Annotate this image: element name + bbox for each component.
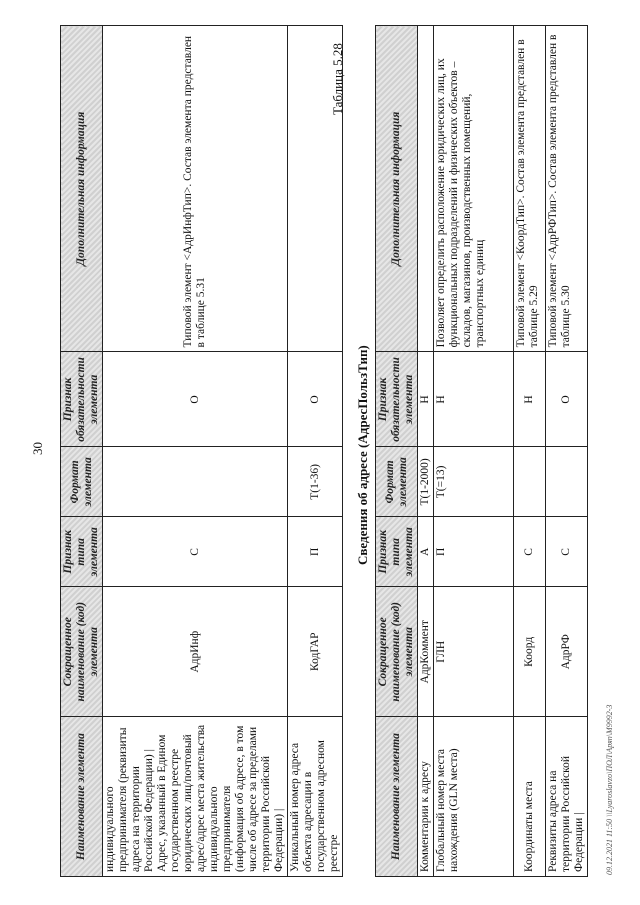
cell-required: Н (514, 352, 546, 447)
cell-info: Типовой элемент <КоордТип>. Состав элемента представлен в таблице 5.29 (514, 26, 546, 352)
cell-required: Н (418, 352, 434, 447)
cell-format: Т(1-2000) (418, 447, 434, 517)
cell-info: Позволяет определить расположение юридических лиц, их функциональных подразделений и физических объектов – складов, магазинов, производственных помещений, транспортных единиц (434, 26, 514, 352)
cell-code: АдрРФ (546, 587, 588, 717)
footer-stamp: 09.12.2021 11:50 \\Lyaroslavzo\ПОЛ\Аряп\М9992-3 (605, 704, 614, 875)
cell-type: П (434, 517, 514, 587)
cell-name: Глобальный номер места нахождения (GLN места) (434, 717, 514, 877)
table1-header-info: Дополнительная информация (61, 26, 103, 352)
cell-type: С (514, 517, 546, 587)
cell-name: Уникальный номер адреса объекта адресации в государственном адресном реестре (288, 717, 343, 877)
table-row (434, 26, 514, 877)
table2-header-type: Признак типа элемента (376, 517, 418, 587)
cell-code: КодГАР (288, 587, 343, 717)
table-caption: Сведения об адресе (АдресПользТип) (355, 345, 370, 565)
table2-header-format: Формат элемента (376, 447, 418, 517)
table-row (418, 26, 434, 877)
cell-type: С (103, 517, 288, 587)
cell-required: О (288, 352, 343, 447)
table1-header-row (61, 26, 103, 877)
cell-required: Н (434, 352, 514, 447)
table1-header-required: Признак обязательности элемента (61, 352, 103, 447)
page-number: 30 (30, 442, 45, 455)
cell-format: Т(1-36) (288, 447, 343, 517)
cell-format: Т(=13) (434, 447, 514, 517)
cell-info (418, 26, 434, 352)
table2-header-name: Наименование элемента (376, 717, 418, 877)
cell-required: О (546, 352, 588, 447)
cell-required: О (103, 352, 288, 447)
table-row (514, 26, 546, 877)
cell-type: П (288, 517, 343, 587)
table1-header-type: Признак типа элемента (61, 517, 103, 587)
cell-code: Коорд (514, 587, 546, 717)
table1-header-name: Наименование элемента (61, 717, 103, 877)
cell-format (546, 447, 588, 517)
table-row (103, 26, 288, 877)
cell-code: АдрКоммент (418, 587, 434, 717)
cell-name: Координаты места (514, 717, 546, 877)
cell-name: Комментарии к адресу (418, 717, 434, 877)
table2-header-info: Дополнительная информация (376, 26, 418, 352)
table-continuation (60, 25, 343, 877)
cell-name: индивидуального предпринимателя (реквизиты адреса на территории Российской Федерации) | Адрес, указанный в Едином государственном реестре юридических лиц/почтовый адрес/адрес места жительства индивидуального предпринимателя (информация об адресе, в том числе об адресе за пределами территории Российской Федерации) | (103, 717, 288, 877)
table2-header-row (376, 26, 418, 877)
table-row (546, 26, 588, 877)
table1-header-code: Сокращенное наименование (код) элемента (61, 587, 103, 717)
table2-header-code: Сокращенное наименование (код) элемента (376, 587, 418, 717)
cell-info: Типовой элемент <АдрРФТип>. Состав элемента представлен в таблице 5.30 (546, 26, 588, 352)
cell-format (103, 447, 288, 517)
cell-code: ГЛН (434, 587, 514, 717)
table1-header-format: Формат элемента (61, 447, 103, 517)
cell-info: Типовой элемент <АдрИнфТип>. Состав элемента представлен в таблице 5.31 (103, 26, 288, 352)
table-label: Таблица 5.28 (330, 43, 345, 115)
table-5-28 (375, 25, 588, 877)
cell-format (514, 447, 546, 517)
cell-code: АдрИнф (103, 587, 288, 717)
cell-name: Реквизиты адреса на территории Российской Федерации | (546, 717, 588, 877)
table2-header-required: Признак обязательности элемента (376, 352, 418, 447)
cell-type: А (418, 517, 434, 587)
cell-type: С (546, 517, 588, 587)
table-row (288, 26, 343, 877)
